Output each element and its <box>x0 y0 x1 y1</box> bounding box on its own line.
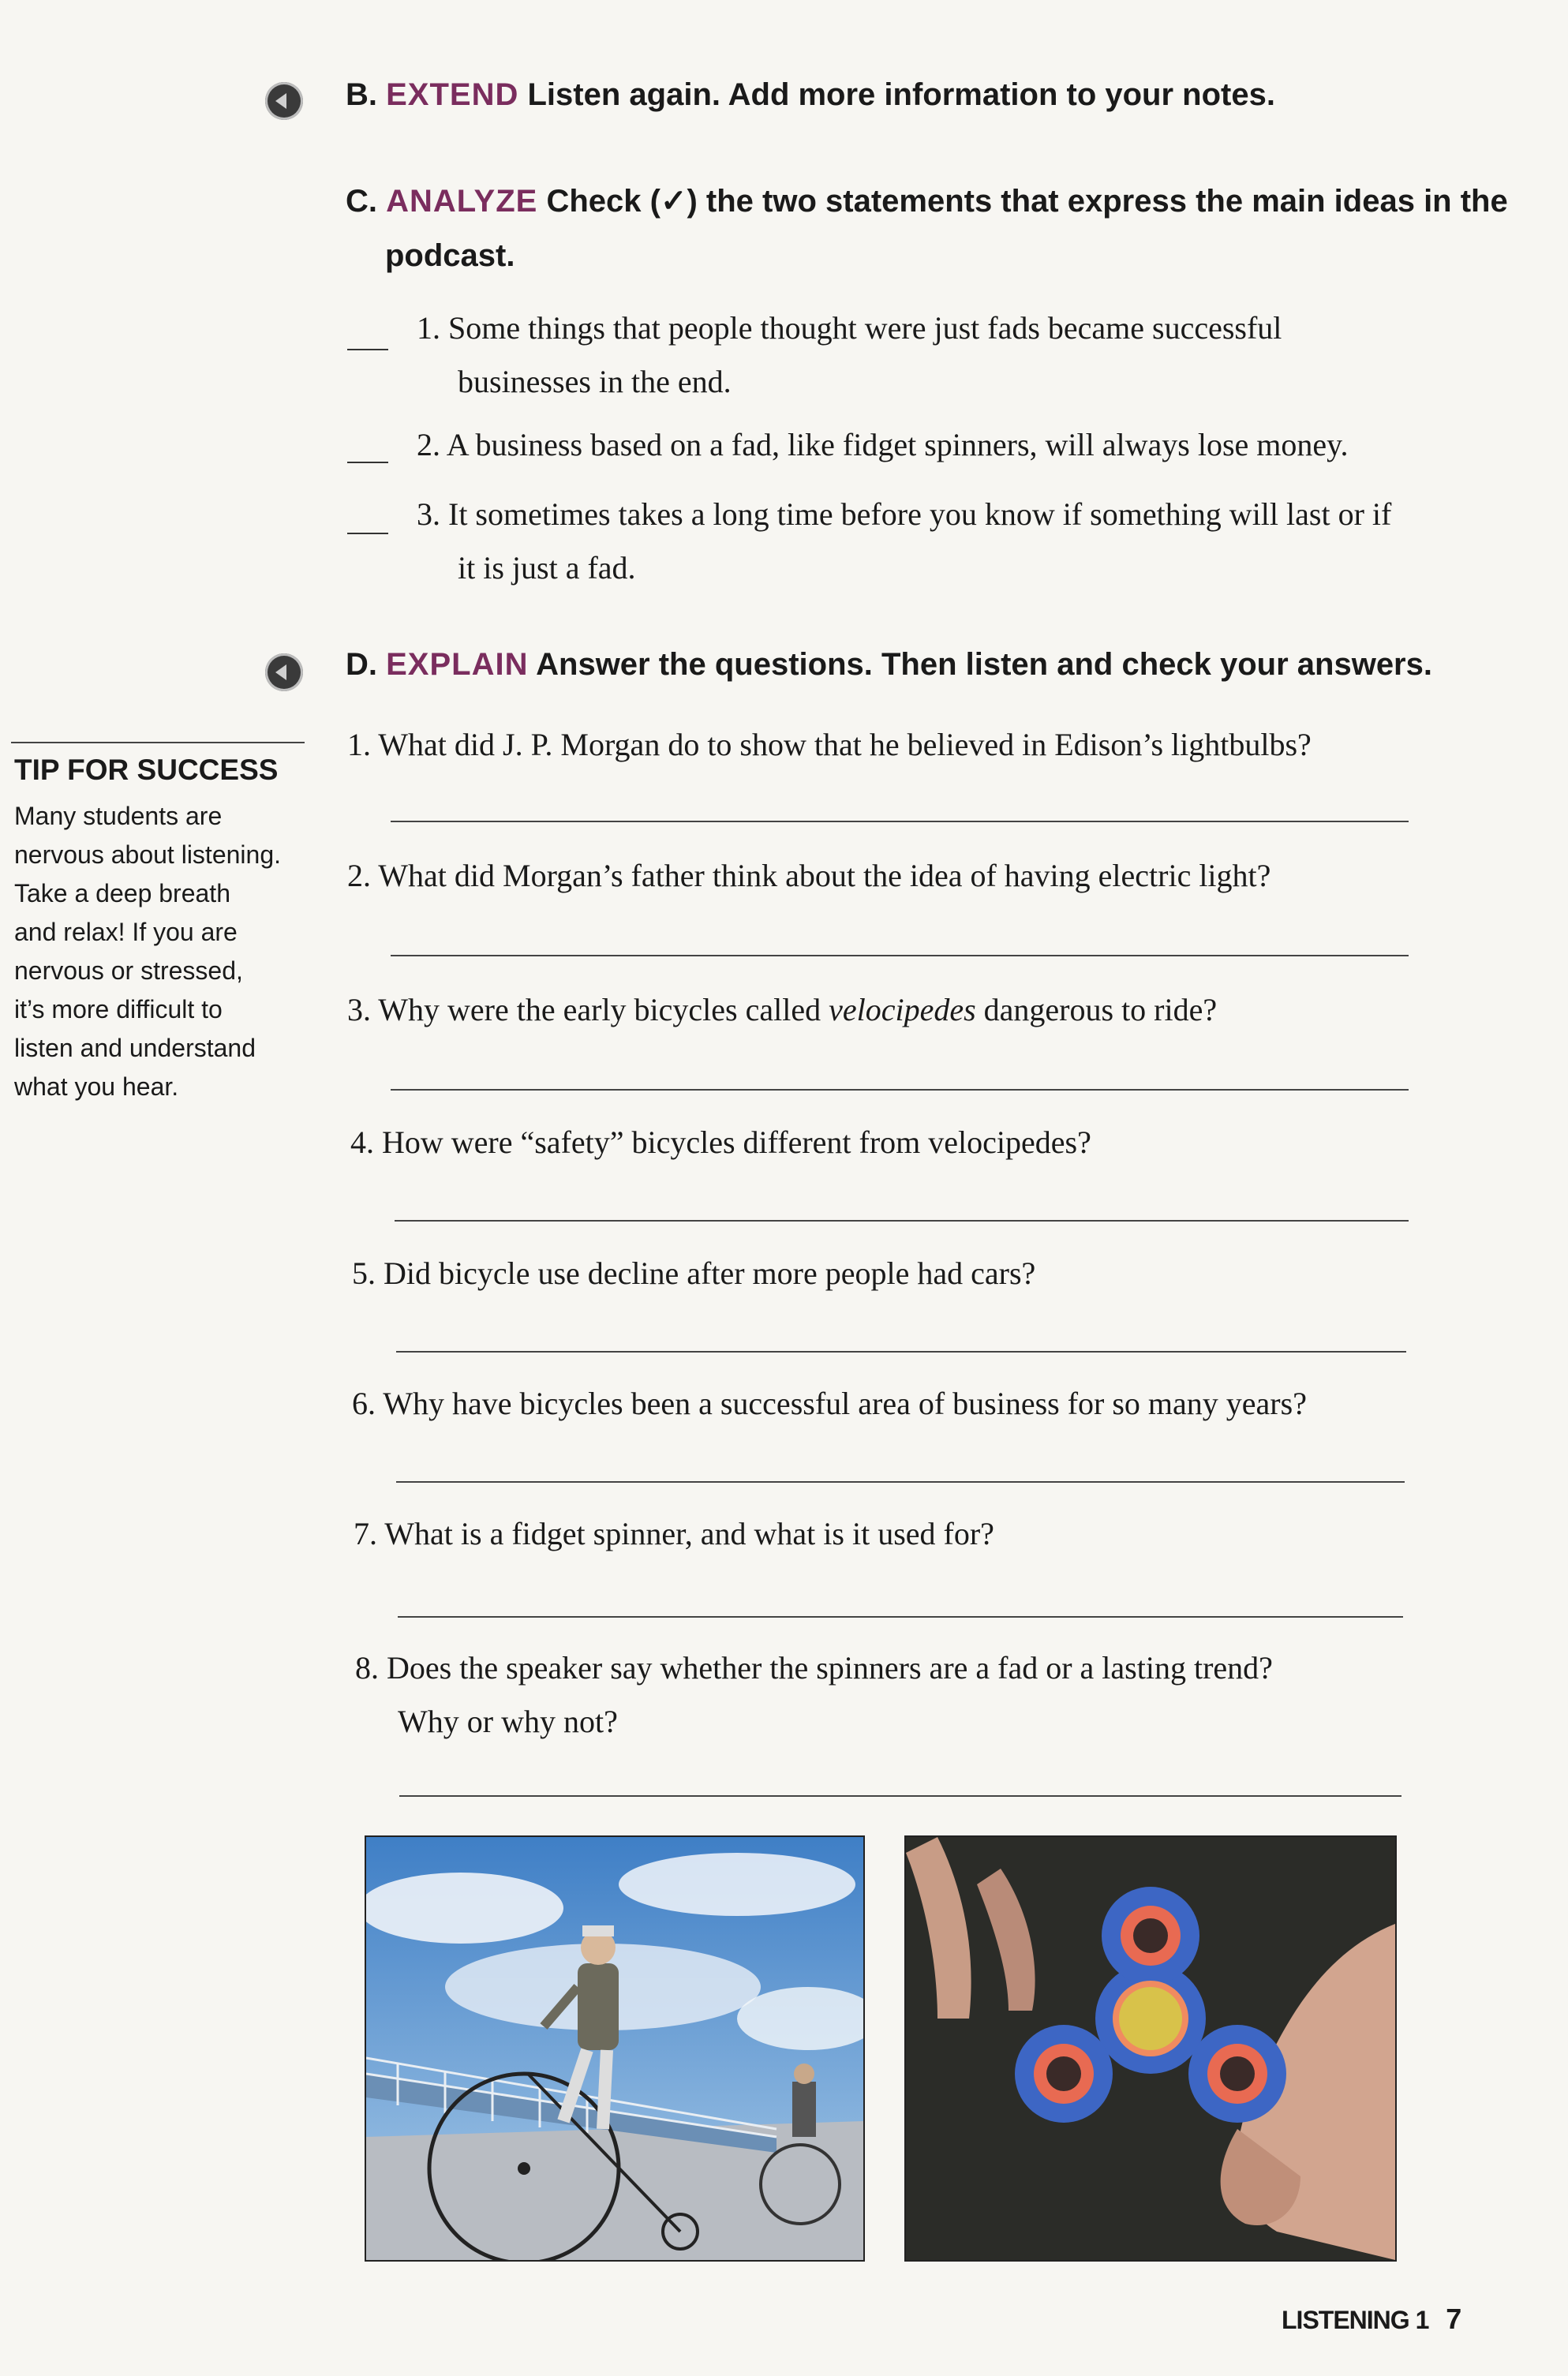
answer-line-4[interactable] <box>395 1220 1409 1222</box>
question-number: 8. <box>355 1650 379 1686</box>
question-number: 5. <box>352 1255 376 1291</box>
check-blank-3[interactable] <box>347 533 388 534</box>
question-number: 4. <box>350 1124 374 1160</box>
tip-line: and relax! If you are <box>14 918 238 946</box>
tip-line: Take a deep breath <box>14 879 230 907</box>
answer-line-7[interactable] <box>398 1616 1403 1618</box>
question-number: 7. <box>354 1516 377 1551</box>
answer-line-1[interactable] <box>391 821 1409 822</box>
section-letter: D. <box>346 647 377 682</box>
fidget-spinner-photo <box>904 1835 1397 2262</box>
statement-3 <box>417 488 1391 541</box>
section-keyword: EXPLAIN <box>386 647 529 682</box>
question-text: Did bicycle use decline after more people had cars? <box>384 1255 1036 1291</box>
question-number: 6. <box>352 1386 376 1421</box>
tip-divider <box>11 742 305 743</box>
question-7 <box>354 1507 994 1561</box>
answer-line-5[interactable] <box>396 1351 1406 1353</box>
check-blank-1[interactable] <box>347 349 388 350</box>
statement-number: 3. <box>417 496 440 532</box>
question-text: What did J. P. Morgan do to show that he believed in Edison’s lightbulbs? <box>378 727 1312 762</box>
question-6 <box>352 1377 1307 1431</box>
penny-farthing-illustration <box>366 1837 863 2260</box>
question-8-cont: Why or why not? <box>398 1704 618 1739</box>
tip-line: what you hear. <box>14 1072 179 1101</box>
tip-line: listen and understand <box>14 1034 256 1062</box>
question-text: How were “safety” bicycles different from velocipedes? <box>382 1124 1091 1160</box>
page-footer <box>1282 2303 1461 2336</box>
question-text-pre: Why were the early bicycles called <box>378 992 829 1027</box>
tip-title: TIP FOR SUCCESS <box>14 754 279 786</box>
statement-text: Some things that people thought were just fads became successful <box>448 310 1282 346</box>
section-instruction: Listen again. Add more information to your notes. <box>527 77 1275 112</box>
question-3 <box>347 983 1217 1037</box>
audio-icon[interactable] <box>265 653 303 691</box>
question-4 <box>350 1116 1091 1169</box>
question-text: Why have bicycles been a successful area of business for so many years? <box>383 1386 1307 1421</box>
section-letter: B. <box>346 77 377 112</box>
section-b-header <box>346 77 1275 113</box>
section-c-header <box>346 183 1508 219</box>
statement-number: 1. <box>417 310 440 346</box>
statement-1-cont: businesses in the end. <box>458 364 732 399</box>
statement-3-cont: it is just a fad. <box>458 550 636 586</box>
answer-line-2[interactable] <box>391 955 1409 956</box>
question-text: What is a fidget spinner, and what is it used for? <box>384 1516 994 1551</box>
section-letter: C. <box>346 184 377 219</box>
section-c-instruction-cont: podcast. <box>385 238 515 273</box>
tip-body <box>14 797 281 1106</box>
section-instruction: Check (✓) the two statements that express the main ideas in the <box>546 184 1508 219</box>
penny-farthing-photo <box>365 1835 865 2262</box>
answer-line-6[interactable] <box>396 1481 1405 1483</box>
section-d-header <box>346 647 1432 683</box>
statement-2 <box>417 418 1349 472</box>
statement-1 <box>417 301 1282 355</box>
fidget-spinner-illustration <box>906 1837 1395 2260</box>
footer-label: LISTENING 1 <box>1282 2306 1429 2334</box>
answer-line-3[interactable] <box>391 1089 1409 1091</box>
tip-line: Many students are <box>14 802 223 830</box>
statement-text: A business based on a fad, like fidget spinners, will always lose money. <box>446 427 1349 462</box>
tip-line: it’s more difficult to <box>14 995 223 1023</box>
section-keyword: EXTEND <box>386 77 519 112</box>
question-1 <box>347 718 1312 772</box>
question-number: 2. <box>347 858 371 893</box>
question-5 <box>352 1247 1035 1300</box>
question-2 <box>347 849 1270 903</box>
audio-icon[interactable] <box>265 82 303 120</box>
answer-line-8[interactable] <box>399 1795 1401 1797</box>
statement-text: It sometimes takes a long time before you know if something will last or if <box>448 496 1392 532</box>
question-number: 1. <box>347 727 371 762</box>
question-text: Does the speaker say whether the spinners are a fad or a lasting trend? <box>387 1650 1273 1686</box>
question-8 <box>355 1641 1273 1695</box>
question-text-post: dangerous to ride? <box>975 992 1218 1027</box>
question-text: What did Morgan’s father think about the idea of having electric light? <box>378 858 1271 893</box>
question-number: 3. <box>347 992 371 1027</box>
page-number: 7 <box>1446 2303 1461 2335</box>
tip-line: nervous or stressed, <box>14 956 243 985</box>
question-text-italic: velocipedes <box>829 992 976 1027</box>
section-keyword: ANALYZE <box>386 184 538 219</box>
statement-number: 2. <box>417 427 440 462</box>
check-blank-2[interactable] <box>347 462 388 463</box>
section-instruction: Answer the questions. Then listen and check your answers. <box>536 647 1432 682</box>
tip-line: nervous about listening. <box>14 840 281 869</box>
